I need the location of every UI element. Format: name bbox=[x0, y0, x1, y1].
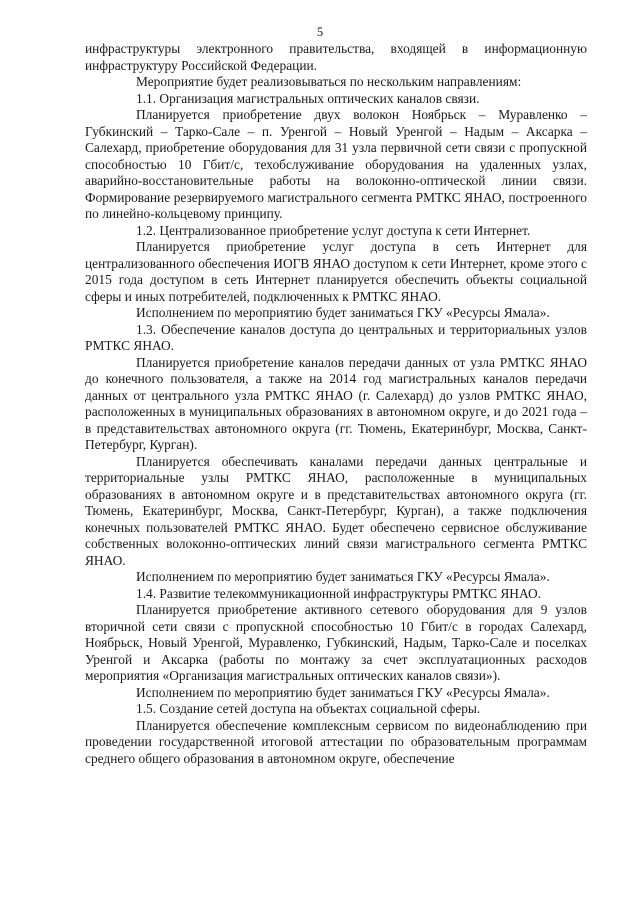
paragraph: 1.3. Обеспечение каналов доступа до центральных и территориальных узлов РМТКС ЯНАО. bbox=[85, 321, 587, 353]
paragraph: Планируется обеспечивать каналами передачи данных центральные и территориальные узлы РМТКС ЯНАО, расположенные в муниципальных образованиях в автономном округе и в представительствах автономного округа (гг. Тюмень, Екатеринбург, Москва, Санкт-Петербург, Курган), а также подключения конечных пользователей РМТКС ЯНАО. Будет обеспечено сервисное обслуживание собственных волоконно-оптических линий связи магистрального сегмента РМТКС ЯНАО. bbox=[85, 453, 587, 568]
paragraph: Исполнением по мероприятию будет заниматься ГКУ «Ресурсы Ямала». bbox=[136, 684, 550, 700]
paragraph: Планируется приобретение услуг доступа в сеть Интернет для централизованного обеспечения ИОГВ ЯНАО доступом к сети Интернет, кроме этого с 2015 года доступом в сеть Интернет планируется обеспечить объекты социальной сферы и иных потребителей, подключенных к РМТКС ЯНАО. bbox=[85, 239, 587, 304]
paragraph: инфраструктуры электронного правительства, входящей в информационную инфраструктуру Российской Федерации. bbox=[85, 41, 587, 73]
paragraph: Планируется обеспечение комплексным сервисом по видеонаблюдению при проведении государственной итоговой аттестации по образовательным программам среднего общего образования в автономном округе, обеспечение bbox=[85, 717, 587, 766]
paragraph: Планируется приобретение активного сетевого оборудования для 9 узлов вторичной сети связи с пропускной способностью 10 Гбит/с в городах Салехард, Ноябрьск, Новый Уренгой, Муравленко, Губкинский, Надым, Тарко-Сале и поселках Уренгой и Аксарка (работы по монтажу за счет эксплуатационных расходов мероприятия «Организация магистральных оптических каналов связи»). bbox=[85, 602, 587, 683]
paragraph: 1.1. Организация магистральных оптических каналов связи. bbox=[136, 90, 480, 106]
paragraph: Исполнением по мероприятию будет заниматься ГКУ «Ресурсы Ямала». bbox=[136, 569, 550, 584]
paragraph: Мероприятие будет реализовываться по нескольким направлениям: bbox=[136, 74, 522, 89]
paragraph: 1.5. Создание сетей доступа на объектах социальной сферы. bbox=[136, 701, 481, 716]
document-body bbox=[85, 41, 587, 767]
paragraph: 1.2. Централизованное приобретение услуг доступа к сети Интернет. bbox=[136, 222, 531, 238]
paragraph: Планируется приобретение двух волокон Ноябрьск – Муравленко – Губкинский – Тарко-Сале – п. Уренгой – Новый Уренгой – Надым – Аксарка – Салехард, приобретение оборудования для 31 узла первичной сети связи с пропускной способностью 10 Гбит/с, техобслуживание оборудования на удаленных узлах, аварийно-восстановительные работы на волоконно-оптической линии связи. Формирование резервируемого магистрального сегмента РМТКС ЯНАО, построенного по линейно-кольцевому принципу. bbox=[85, 107, 587, 221]
paragraph: Исполнением по мероприятию будет заниматься ГКУ «Ресурсы Ямала». bbox=[136, 305, 550, 320]
page-number: 5 bbox=[316, 25, 324, 39]
paragraph: 1.4. Развитие телекоммуникационной инфраструктуры РМТКС ЯНАО. bbox=[136, 585, 541, 601]
paragraph: Планируется приобретение каналов передачи данных от узла РМТКС ЯНАО до конечного пользователя, а также на 2014 год магистральных каналов передачи данных от центрального узла РМТКС ЯНАО (г. Салехард) до узлов РМТКС ЯНАО, расположенных в муниципальных образованиях в автономном округе, и до 2021 года – в представительствах автономного округа (гг. Тюмень, Екатеринбург, Москва, Санкт-Петербург, Курган). bbox=[85, 354, 587, 452]
